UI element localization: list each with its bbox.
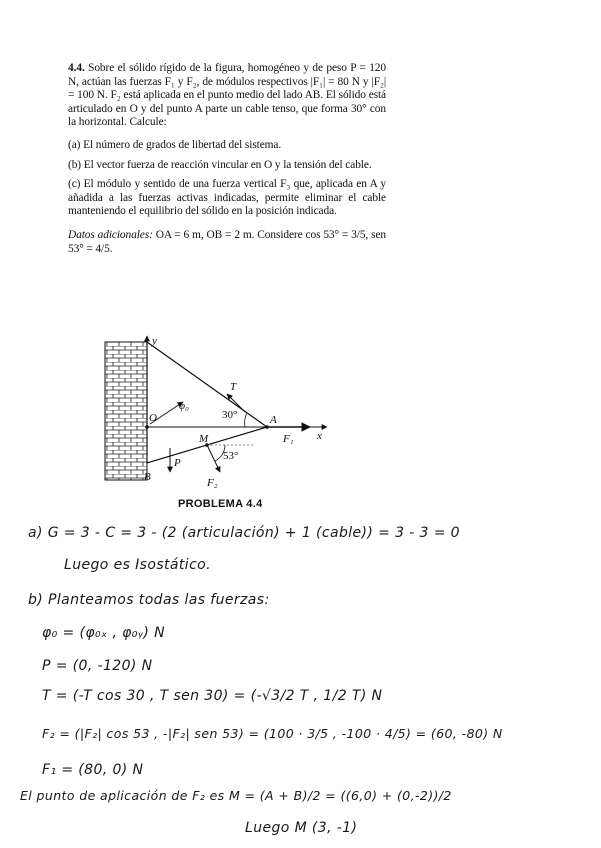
figure-caption: PROBLEMA 4.4: [178, 498, 263, 510]
wall: [105, 342, 147, 480]
label-angle-30: 30°: [222, 409, 238, 421]
point-a: [265, 425, 269, 429]
f2-vector: [207, 445, 220, 472]
label-o: O: [149, 412, 157, 424]
label-phi: φ₀: [179, 400, 189, 412]
force-tension: T = (-T cos 30 , T sen 30) = (-√3/2 T , 1/2 T) N: [42, 688, 383, 704]
problem-number: 4.4.: [68, 62, 85, 74]
additional-data-label: Datos adicionales:: [68, 228, 153, 241]
force-reaction: φ₀ = (φ₀ₓ , φ₀ᵧ) N: [42, 625, 166, 641]
force-f1: F₁ = (80, 0) N: [42, 762, 144, 778]
additional-data-text: OA = 6 m, OB = 2 m. Considere cos 53° = 3/5, sen 53° = 4/5.: [68, 228, 386, 255]
problem-text: Sobre el sólido rígido de la figura, homogéneo y de peso P = 120 N, actúan las fuerzas F₁ y F₂, de módulos respectivos |F₁| = 80 N y |F₂| = 100 N. F₂ está aplicada en el punto medio del lado AB. El sólido está articulado en O y del punto A parte un cable tenso, que forma 30° con la horizontal. Calcule:: [68, 62, 386, 129]
label-a: A: [270, 414, 277, 426]
part-a: (a) El número de grados de libertad del sistema.: [68, 138, 282, 151]
angle-30-arc: [245, 413, 247, 427]
label-angle-53: 53°: [223, 450, 239, 462]
additional-data: [68, 229, 386, 256]
label-t: T: [230, 381, 237, 393]
answer-b-intro: b) Planteamos todas las fuerzas:: [28, 592, 270, 608]
label-m: M: [199, 433, 209, 445]
part-b: (b) El vector fuerza de reacción vincular en O y la tensión del cable.: [68, 158, 372, 171]
application-point: El punto de aplicación de F₂ es M = (A + B)/2 = ((6,0) + (0,-2))/2: [20, 788, 452, 803]
point-m-result: Luego M (3, -1): [245, 820, 358, 836]
problem-statement: [68, 62, 386, 262]
label-f1: F₁: [283, 433, 294, 445]
part-c: (c) El módulo y sentido de una fuerza vertical F₃ que, aplicada en A y añadida a las fuerzas activas indicadas, permite eliminar el cable manteniendo el equilibrio del sólido en la posición indicada.: [68, 178, 386, 218]
label-f2: F₂: [207, 477, 218, 489]
problem-figure: [95, 330, 345, 495]
label-y: y: [152, 335, 157, 347]
force-weight: P = (0, -120) N: [42, 658, 153, 674]
force-f2: F₂ = (|F₂| cos 53 , -|F₂| sen 53) = (100 · 3/5 , -100 · 4/5) = (60, -80) N: [42, 726, 503, 741]
answer-a-conclusion: Luego es Isostático.: [64, 557, 211, 573]
answer-a: a) G = 3 - C = 3 - (2 (articulación) + 1 (cable)) = 3 - 3 = 0: [28, 525, 460, 541]
point-o: [145, 425, 149, 429]
label-b: B: [144, 471, 151, 483]
label-x: x: [317, 430, 322, 442]
label-p: P: [174, 457, 181, 469]
